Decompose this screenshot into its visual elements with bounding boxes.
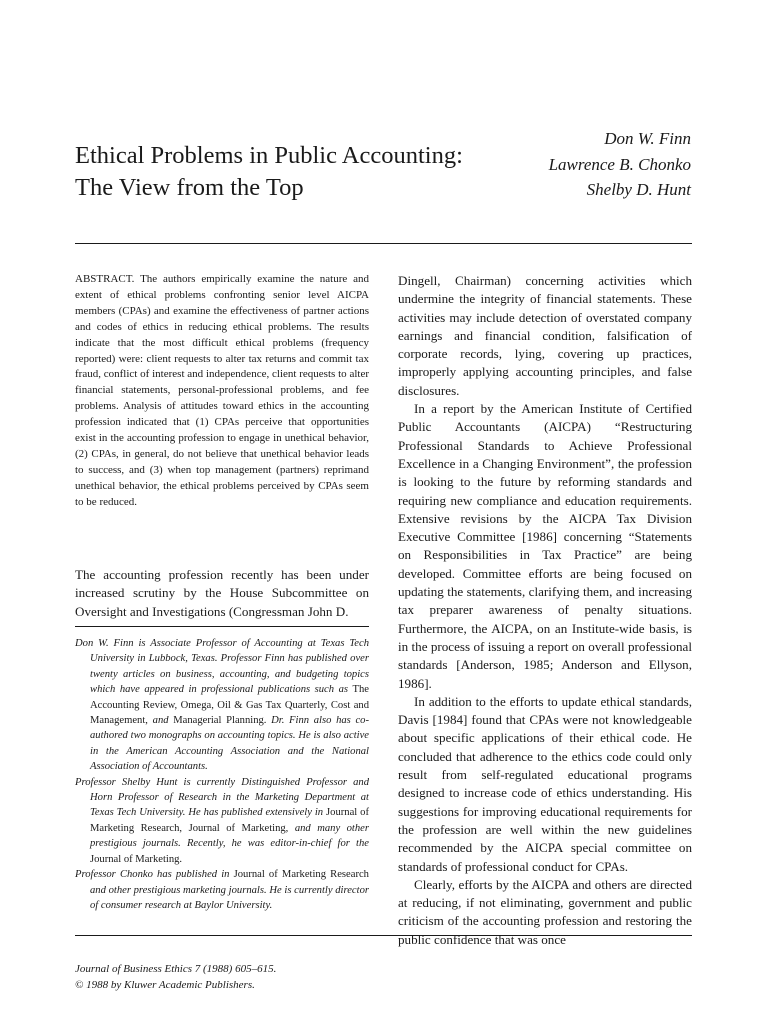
footnote-divider (75, 626, 369, 627)
footnote-text: and other prestigious marketing journals. He is currently director of consumer research at Baylor University. (90, 884, 369, 911)
footnote-hunt (75, 775, 369, 867)
journal-citation (75, 962, 276, 993)
title-line-1: Ethical Problems in Public Accounting: (75, 142, 463, 169)
footnote-text: and many other prestigious journals. Recently, he was editor-in-chief for the (90, 822, 369, 850)
author-footnotes (75, 636, 369, 913)
author-list (549, 126, 691, 203)
body-paragraph: In addition to the efforts to update ethical standards, Davis [1984] found that CPAs were not knowledgeable about specific applications of their ethical code. He concluded that adherence to the ethics code could only result from self-regulated educational programs designed to increase code of ethics understanding. His suggestions for improving educational requirements for the profession are well within the new guidelines recommended by the AICPA special committee on standards of professional conduct for CPAs. (398, 693, 692, 874)
author-name: Don W. Finn (604, 129, 691, 148)
article-title (75, 140, 463, 204)
title-line-2: The View from the Top (75, 174, 304, 201)
body-paragraph: Dingell, Chairman) concerning activities which undermine the integrity of financial statements. These activities may include detection of overstated company earnings and financial condition, falsification of corporate records, lying, covering up practices, improperly applying accounting principles, and false disclosures. (398, 273, 692, 398)
copyright-notice: © 1988 by Kluwer Academic Publishers. (75, 978, 255, 991)
journal-names: The Accounting Review, Omega, Oil & Gas Tax Quarterly, Cost and Management, (90, 684, 369, 727)
footnote-text: Dr. Finn also has co-authored two monographs on accounting topics. He is also active in the American Accounting Association and the National Association of Accountants. (90, 715, 369, 773)
footnote-text: Professor Chonko has published in (75, 869, 234, 881)
abstract: ABSTRACT. The authors empirically examine the nature and extent of ethical problems confronting senior level AICPA members (CPAs) and examine the effectiveness of partner actions and codes of ethics in reducing ethical problems. The results indicate that the most difficult ethical problems (frequency reported) were: client requests to alter tax returns and commit tax fraud, conflict of interest and independence, client requests to alter financial statements, personal-professional problems, and fee problems. Analysis of attitudes toward ethics in the accounting profession indicated that (1) CPAs perceive that opportunities exist in the accounting profession to engage in unethical behavior, (2) CPAs, in general, do not believe that unethical behavior leads to success, and (3) when top management (partners) reprimand unethical behavior, the ethical problems perceived by CPAs seem to be reduced. (75, 273, 369, 508)
header-divider (75, 243, 692, 244)
body-paragraph: Clearly, efforts by the AICPA and others are directed at reducing, if not eliminating, government and public criticism of the accounting profession and restoring the public confidence that was once (398, 876, 692, 947)
journal-names: Journal of Marketing. (90, 853, 183, 865)
footnote-text: Don W. Finn is Associate Professor of Accounting at Texas Tech University in Lubbock, Texas. Professor Finn has published over twenty articles on business, accounting, and budgeting topics which have appeared in professional publications such as (75, 638, 369, 696)
journal-names: Journal of Marketing Research (233, 869, 369, 881)
journal-reference: Journal of Business Ethics 7 (1988) 605–615. (75, 963, 277, 975)
journal-names: Journal of Marketing Research, Journal of Marketing, (90, 807, 369, 834)
footnote-chonko (75, 867, 369, 913)
footer-divider (75, 935, 692, 936)
footnote-text: and (152, 715, 174, 727)
body-paragraph: In a report by the American Institute of Certified Public Accountants (AICPA) “Restructuring Professional Standards to Achieve Professional Excellence in a Changing Environment”, the profession is looking to the future by reforming standards and requiring new compliance and education requirements. Extensive revisions by the AICPA Tax Division Executive Committee [1986] concerning “Statements on Responsibilities in Tax Practice” are being developed. Committee efforts are being focused on updating the statements, clarifying them, and increasing tax preparer awareness of penalty situations. Furthermore, the AICPA, on an Institute-wide basis, is in the process of issuing a report on overall professional standards [Anderson, 1985; Anderson and Ellyson, 1986]. (398, 401, 692, 691)
right-column-body (398, 272, 692, 949)
footnote-text: Professor Shelby Hunt is currently Distinguished Professor and Horn Professor of Research in the Marketing Department at Texas Tech University. He has published extensively in (75, 776, 369, 819)
author-name: Shelby D. Hunt (586, 180, 691, 199)
author-name: Lawrence B. Chonko (548, 154, 691, 174)
footnote-finn (75, 636, 369, 775)
intro-paragraph: The accounting profession recently has been under increased scrutiny by the House Subcommittee on Oversight and Investigations (Congressman John D. (75, 567, 369, 619)
journal-names: Managerial Planning. (173, 715, 272, 727)
